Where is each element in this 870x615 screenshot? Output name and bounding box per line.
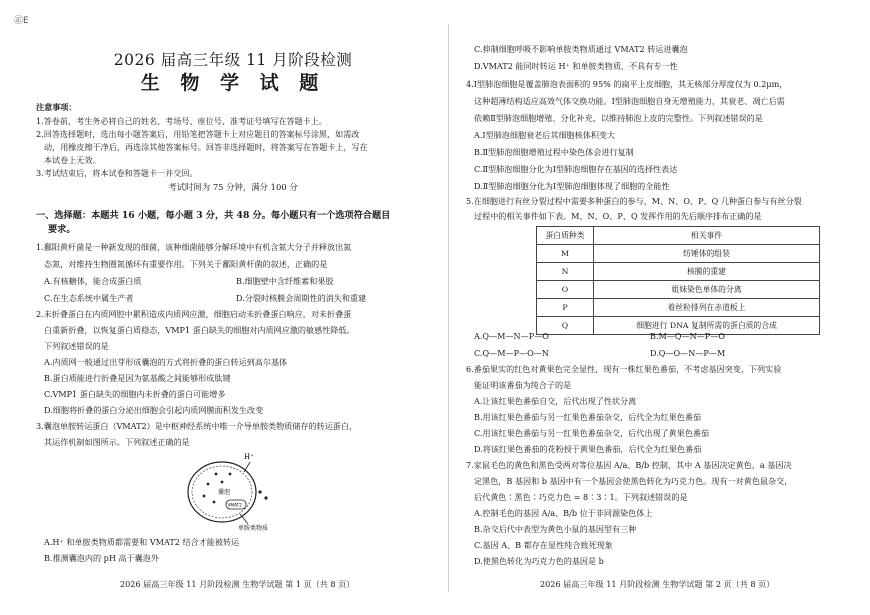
option-d: D.细胞将折叠的蛋白分泌出细胞会引起内质网膜面积发生改变 — [44, 405, 264, 415]
question-text: 5.在细胞进行有丝分裂过程中需要多种蛋白的参与，M、N、O、P、Q 几种蛋白参与有丝分裂 — [466, 196, 802, 206]
question-text: 过程中的相关事件如下表。M、N、O、P、Q 发挥作用的先后顺序排布正确的是 — [474, 211, 762, 221]
option-c: C.用该红果色番茄与另一红果色番茄杂交，后代出现了黄果色番茄 — [474, 428, 710, 438]
table-row — [537, 245, 820, 263]
table-cell: Q — [537, 317, 594, 335]
option-d: D.VMAT2 能同时转运 H⁺ 和单胺类物质，不具有专一性 — [474, 61, 678, 71]
notes-item: 本试卷上无效。 — [44, 155, 101, 165]
notes-item: 2.回答选择题时，选出每小题答案后，用铅笔把答题卡上对应题目的答案标号涂黑，如需改 — [36, 129, 360, 139]
page-badge: ㊣E — [14, 16, 29, 26]
table-cell: 核膜的重建 — [594, 263, 820, 281]
question-text: 7.家鼠毛色的黄色和黑色受两对等位基因 A/a、B/b 控制，其中 A 基因决定黄色，a 基因决 — [466, 460, 792, 470]
molecule-dot — [221, 481, 224, 484]
table-row — [537, 299, 820, 317]
molecule-dot — [229, 473, 232, 476]
question-text: 能证明该番茄为纯合子的是 — [474, 380, 572, 390]
molecule-dot — [213, 501, 216, 504]
page-divider — [448, 24, 449, 592]
exam-title: 2026 届高三年级 11 月阶段检测 — [113, 51, 353, 69]
table-header: 相关事件 — [594, 227, 820, 245]
question-text: 6.番茄果实的红色对黄果色完全显性，现有一株红果色番茄，不考虑基因突变，下列实验 — [466, 364, 782, 374]
question-text: 2.未折叠蛋白在内质网腔中累积造成内质网应激，细胞启动未折叠蛋白响应，对未折叠蛋 — [36, 309, 352, 319]
option-d: D.将该红果色番茄的花粉授于黄果色番茄，后代全为红果色番茄 — [474, 444, 702, 454]
table-cell: O — [537, 281, 594, 299]
question-text: 其运作机制如图所示。下列叙述正确的是 — [44, 437, 190, 447]
section-heading: 一、选择题：本题共 16 小题，每小题 3 分，共 48 分。每小题只有一个选项符合题目 — [36, 210, 391, 221]
option-d: D.分裂时核膜会周期性的消失和重建 — [236, 293, 367, 303]
table-cell: 着丝粒排列在赤道板上 — [594, 299, 820, 317]
protein-event-table — [536, 226, 820, 335]
option-a: A.H⁺ 和单胺类物质都需要和 VMAT2 结合才能被转运 — [44, 537, 240, 547]
option-b: B.蛋白质能进行折叠是因为氨基酸之间能够形成肽键 — [44, 373, 231, 383]
option-b: B.推测囊泡内的 pH 高于囊泡外 — [44, 553, 159, 563]
option-b: B.M—Q—N—P—O — [650, 331, 725, 341]
molecule-dot — [264, 496, 267, 499]
table-row — [537, 263, 820, 281]
table-cell: 纺锤体的组装 — [594, 245, 820, 263]
molecule-dot — [215, 473, 218, 476]
table-cell: N — [537, 263, 594, 281]
vmat2-diagram — [178, 448, 288, 532]
notes-item: 1.答卷前，考生务必将自己的姓名、考场号、座位号、准考证号填写在答题卡上。 — [36, 116, 328, 126]
notes-heading: 注意事项： — [36, 102, 77, 112]
option-b: B.细胞壁中含纤维素和果胶 — [236, 276, 334, 286]
question-text: 态氮，对维持生物圈氮循环有重要作用。下列关于鄱阳黄杆菌的叙述，正确的是 — [44, 259, 328, 269]
question-text: 定黑色，B 基因和 b 基因中有一个基因会使黑色转化为巧克力色。现有一对黄色鼠杂交， — [474, 476, 793, 486]
option-d: D.使黑色转化为巧克力色的基因是 b — [474, 556, 604, 566]
option-b: B.用该红果色番茄与另一红果色番茄杂交，后代全为红果色番茄 — [474, 412, 702, 422]
option-a: A.Q—M—N—P—O — [474, 331, 549, 341]
table-cell: M — [537, 245, 594, 263]
table-header-row — [537, 227, 820, 245]
option-c: C.Q—M—P—O—N — [474, 348, 549, 358]
option-a: A.让该红果色番茄自交，后代出现了性状分离 — [474, 396, 637, 406]
section-heading-cont: 要求。 — [48, 224, 76, 235]
question-text: 后代黄色∶黑色∶巧克力色 = 8∶3∶1。下列叙述错误的是 — [474, 492, 688, 502]
notes-item: 3.考试结束后，将本试卷和答题卡一并交回。 — [36, 168, 198, 178]
page-footer-right: 2026 届高三年级 11 月阶段检测 生物学试题 第 2 页（共 8 页） — [540, 579, 775, 589]
option-a: A.有核糖体，能合成蛋白质 — [44, 276, 142, 286]
exam-duration: 考试时间为 75 分钟，满分 100 分 — [168, 182, 298, 192]
question-text: 3.囊泡单胺转运蛋白（VMAT2）是中枢神经系统中唯一介导单胺类物质储存的转运蛋白， — [36, 421, 358, 431]
transporter-label: VMAT2 — [227, 502, 242, 508]
table-row — [537, 281, 820, 299]
page-footer-left: 2026 届高三年级 11 月阶段检测 生物学试题 第 1 页（共 8 页） — [120, 579, 355, 589]
question-text: 白重新折叠，以恢复蛋白质稳态，VMP1 蛋白缺失的细胞对内质网应激的敏感性降低。 — [44, 325, 355, 335]
option-c: C.在生态系统中属生产者 — [44, 293, 134, 303]
option-c: C.Ⅱ型肺泡细胞分化为Ⅰ型肺泡细胞存在基因的选择性表达 — [474, 164, 678, 174]
table-header: 蛋白质种类 — [537, 227, 594, 245]
option-a: A.控制毛色的基因 A/a、B/b 位于非同源染色体上 — [474, 508, 653, 518]
option-d: D.Q—O—N—P—M — [650, 348, 726, 358]
exam-subject: 生 物 学 试 题 — [140, 72, 326, 94]
question-text: 下列叙述错误的是 — [44, 341, 109, 351]
option-c: C.VMP1 蛋白缺失的细胞内未折叠的蛋白可能增多 — [44, 389, 226, 399]
question-text: 这种超薄结构适应高效气体交换功能。Ⅰ型肺泡细胞自身无增殖能力，其衰老、凋亡后需 — [474, 96, 785, 106]
option-b: B.杂交后代中表型为黄色小鼠的基因型有三种 — [474, 524, 637, 534]
vesicle-label: 囊泡 — [218, 489, 231, 496]
question-text: 依赖Ⅱ型肺泡细胞增殖、分化补充，以维持肺泡上皮的完整性。下列叙述错误的是 — [474, 113, 763, 123]
option-b: B.Ⅱ型肺泡细胞增殖过程中染色体会进行复制 — [474, 147, 634, 157]
option-c: C.抑制细胞呼吸不影响单胺类物质通过 VMAT2 转运进囊泡 — [474, 44, 688, 54]
substance-label: 单胺类物质 — [238, 525, 269, 532]
question-text: 4.Ⅰ型肺泡细胞是覆盖肺泡表面积的 95% 的扁平上皮细胞，其无核部分厚度仅为 0.2μm， — [466, 79, 788, 89]
option-a: A.Ⅰ型肺泡细胞衰老后其细胞核体积变大 — [474, 130, 616, 140]
molecule-dot — [258, 490, 261, 493]
vesicle-diagram-svg — [178, 448, 288, 532]
question-text: 1.鄱阳黄杆菌是一种新发现的细菌，该种细菌能够分解环境中有机含氮大分子并释放出氮 — [36, 242, 352, 252]
option-d: D.Ⅱ型肺泡细胞分化为Ⅰ型肺泡细胞体现了细胞的全能性 — [474, 181, 670, 191]
table-cell: P — [537, 299, 594, 317]
hplus-label: H⁺ — [244, 453, 254, 461]
option-a: A.内质网一般通过出芽形成囊泡的方式将折叠的蛋白转运到高尔基体 — [44, 357, 288, 367]
molecule-dot — [203, 495, 206, 498]
notes-item: 动，用橡皮擦干净后，再选涂其他答案标号。回答非选择题时，将答案写在答题卡上，写在 — [44, 142, 368, 152]
hplus-arrow — [244, 462, 250, 472]
option-c: C.基因 A、B 都存在显性纯合致死现象 — [474, 540, 613, 550]
molecule-dot — [207, 483, 210, 486]
table-cell: 细胞进行 DNA 复制所需的蛋白质的合成 — [594, 317, 820, 335]
table-cell: 姐妹染色单体的分离 — [594, 281, 820, 299]
